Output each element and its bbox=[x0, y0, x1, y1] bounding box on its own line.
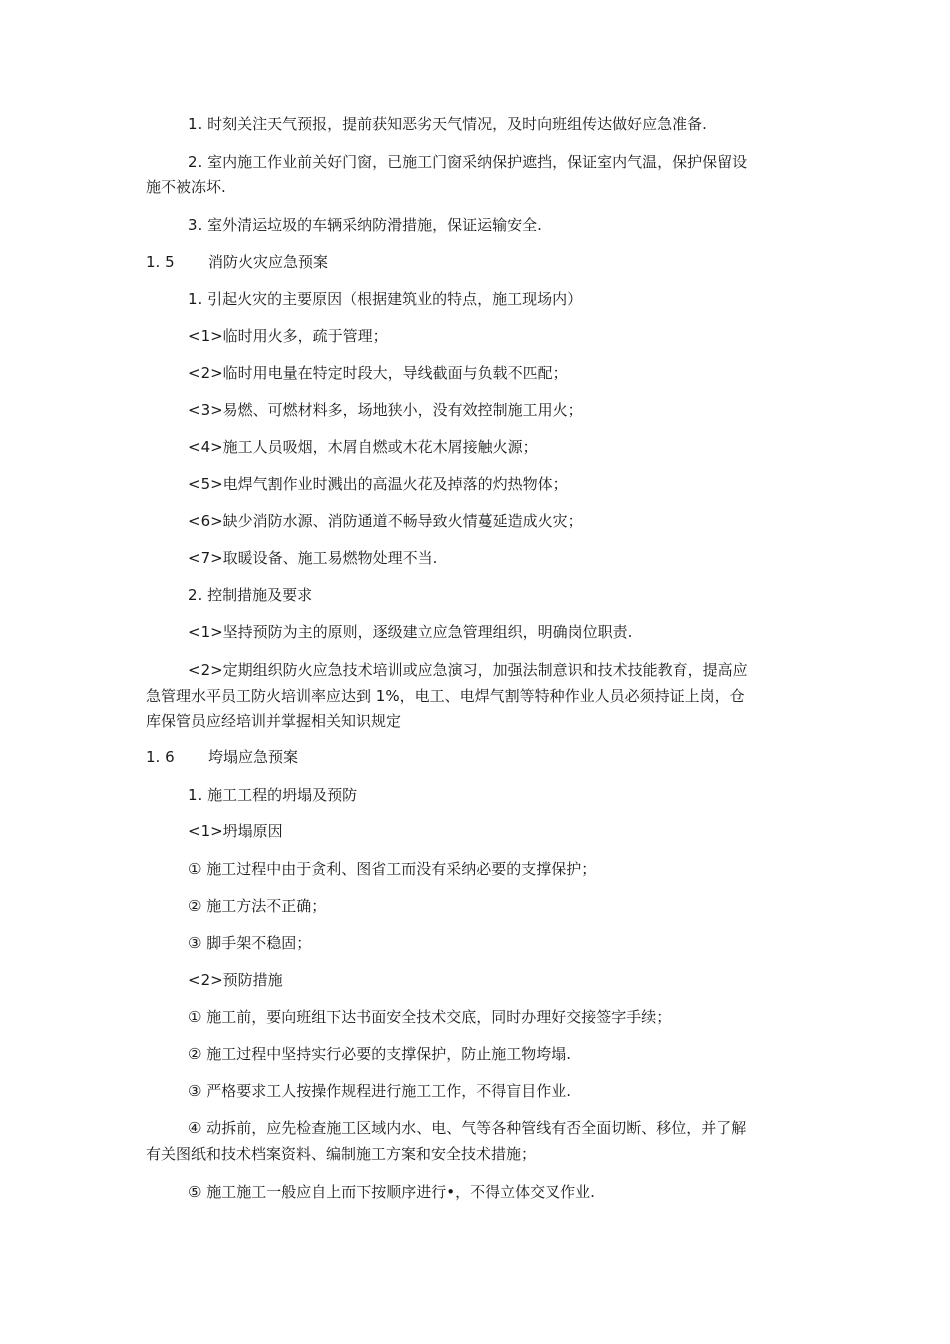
section-number: 1. 5 bbox=[146, 253, 175, 271]
prevention-item: ③ 严格要求工人按操作规程进行施工工作，不得盲目作业. bbox=[188, 1082, 571, 1100]
fire-cause-item: <1>临时用火多，疏于管理； bbox=[188, 327, 388, 345]
fire-cause-item: <6>缺少消防水源、消防通道不畅导致火情蔓延造成火灾； bbox=[188, 512, 583, 530]
fire-causes-heading: 1. 引起火灾的主要原因（根据建筑业的特点，施工现场内） bbox=[188, 290, 583, 308]
paragraph-indoor-doors-line1: 2. 室内施工作业前关好门窗，已施工门窗采纳保护遮挡，保证室内气温，保护保留设 bbox=[188, 153, 748, 171]
control-measure-item: <1>坚持预防为主的原则，逐级建立应急管理组织，明确岗位职责. bbox=[188, 623, 633, 641]
control-measure-item-line3: 库保管员应经培训并掌握相关知识规定 bbox=[146, 712, 402, 730]
collapse-causes-heading: <1>坍塌原因 bbox=[188, 822, 283, 840]
collapse-heading: 1. 施工工程的坍塌及预防 bbox=[188, 786, 358, 804]
prevention-item: ① 施工前，要向班组下达书面安全技术交底，同时办理好交接签字手续； bbox=[188, 1008, 672, 1026]
control-measure-item-line1: <2>定期组织防火应急技术培训或应急演习，加强法制意识和技术技能教育，提高应 bbox=[188, 661, 748, 679]
collapse-cause-item: ③ 脚手架不稳固； bbox=[188, 934, 312, 952]
collapse-cause-item: ① 施工过程中由于贪利、图省工而没有采纳必要的支撑保护； bbox=[188, 860, 597, 878]
prevention-item: ⑤ 施工施工一般应自上而下按顺序进行•，不得立体交叉作业. bbox=[188, 1183, 595, 1201]
collapse-cause-item: ② 施工方法不正确； bbox=[188, 897, 327, 915]
prevention-item-line1: ④ 动拆前，应先检查施工区域内水、电、气等各种管线有否全面切断、移位，并了解 bbox=[188, 1119, 747, 1137]
section-number: 1. 6 bbox=[146, 748, 175, 766]
fire-cause-item: <4>施工人员吸烟，木屑自燃或木花木屑接触火源； bbox=[188, 438, 538, 456]
section-title: 垮塌应急预案 bbox=[208, 748, 299, 766]
control-measures-heading: 2. 控制措施及要求 bbox=[188, 586, 313, 604]
paragraph-indoor-doors-line2: 施不被冻坏. bbox=[146, 178, 226, 196]
prevention-heading: <2>预防措施 bbox=[188, 971, 283, 989]
prevention-item: ② 施工过程中坚持实行必要的支撑保护，防止施工物垮塌. bbox=[188, 1045, 571, 1063]
fire-cause-item: <5>电焊气割作业时溅出的高温火花及掉落的灼热物体； bbox=[188, 475, 568, 493]
paragraph-outdoor-vehicles: 3. 室外清运垃圾的车辆采纳防滑措施，保证运输安全. bbox=[188, 216, 542, 234]
fire-cause-item: <7>取暖设备、施工易燃物处理不当. bbox=[188, 549, 438, 567]
control-measure-item-line2: 急管理水平员工防火培训率应达到 1%，电工、电焊气割等特种作业人员必须持证上岗，仓 bbox=[146, 687, 745, 705]
section-title: 消防火灾应急预案 bbox=[208, 253, 329, 271]
fire-cause-item: <2>临时用电量在特定时段大，导线截面与负载不匹配； bbox=[188, 364, 568, 382]
paragraph-weather-forecast: 1. 时刻关注天气预报，提前获知恶劣天气情况，及时向班组传达做好应急准备. bbox=[188, 115, 707, 133]
prevention-item-line2: 有关图纸和技术档案资料、编制施工方案和安全技术措施； bbox=[146, 1145, 537, 1163]
fire-cause-item: <3>易燃、可燃材料多，场地狭小，没有效控制施工用火； bbox=[188, 401, 583, 419]
